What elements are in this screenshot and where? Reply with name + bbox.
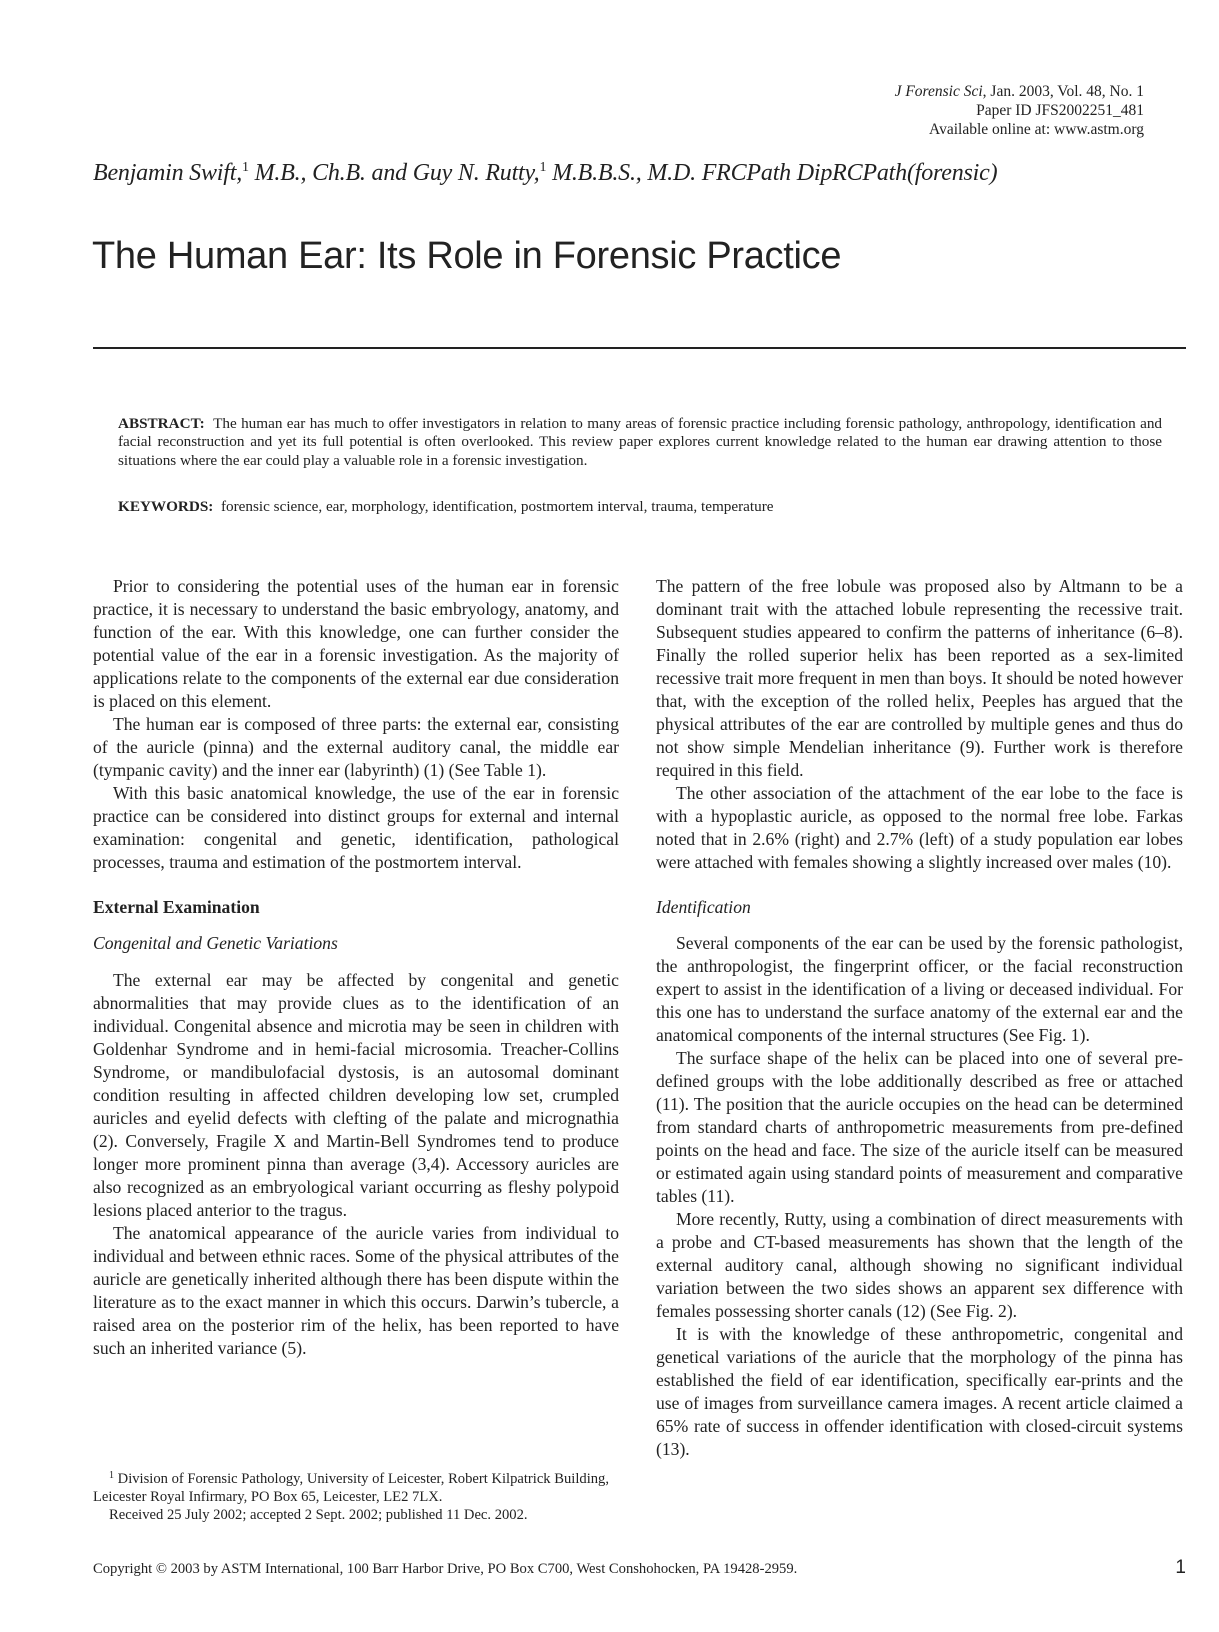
body-paragraph: The human ear is composed of three parts: the external ear, consisting of the auricle (pinna) and the external auditory canal, the middle ear (tympanic cavity) and the inner ear (labyrinth) (1) (See Table 1). [93, 714, 619, 780]
availability-note: Available online at: www.astm.org [929, 121, 1144, 138]
page-number: 1 [1175, 1557, 1186, 1578]
abstract-label: ABSTRACT: [118, 415, 205, 432]
copyright-notice: Copyright © 2003 by ASTM International, 100 Barr Harbor Drive, PO Box C700, West Conshohocken, PA 19428-2959. [93, 1561, 798, 1577]
keywords [118, 498, 1162, 516]
journal-issue: , Jan. 2003, Vol. 48, No. 1 [982, 83, 1144, 100]
author-credentials: M.B.B.S., M.D. FRCPath DipRCPath(forensic) [546, 160, 998, 186]
journal-citation [895, 82, 1144, 101]
journal-header [895, 82, 1144, 139]
affiliation-mark: 1 [539, 160, 547, 175]
author-name: Guy N. Rutty, [412, 160, 540, 186]
affiliation-footnote [93, 1470, 623, 1506]
abstract [118, 415, 1162, 470]
body-paragraph: With this basic anatomical knowledge, the use of the ear in forensic practice can be considered into distinct groups for external and internal examination: congenital and genetic, identification, pathological processes, trauma and estimation of the postmortem interval. [93, 783, 619, 872]
body-paragraph: The surface shape of the helix can be placed into one of several pre-defined groups with the lobe additionally described as free or attached (11). The position that the auricle occupies on the head can be determined from standard charts of anthropometric measurements from pre-defined points on the head and face. The size of the auricle itself can be measured or estimated again using standard points of measurement and comparative tables (11). [656, 1048, 1183, 1206]
body-paragraph: It is with the knowledge of these anthropometric, congenital and genetical variations of the auricle that the morphology of the pinna has established the field of ear identification, specifically ear-prints and the use of images from surveillance camera images. A recent article claimed a 65% rate of success in offender identification with closed-circuit systems (13). [656, 1324, 1183, 1459]
footnote-mark: 1 [109, 1470, 114, 1481]
paper-title: The Human Ear: Its Role in Forensic Practice [92, 235, 842, 277]
paper-id: Paper ID JFS2002251_481 [976, 102, 1144, 119]
abstract-text: The human ear has much to offer investigators in relation to many areas of forensic practice including forensic pathology, anthropology, identification and facial reconstruction and yet its full potential is often overlooked. This review paper explores current knowledge related to the human ear drawing attention to those situations where the ear could play a valuable role in a forensic investigation. [118, 415, 1163, 469]
author-name: Benjamin Swift, [93, 160, 242, 186]
author-line [93, 160, 997, 187]
title-divider [93, 347, 1186, 349]
keywords-text: forensic science, ear, morphology, identification, postmortem interval, trauma, temperature [220, 498, 774, 515]
right-column [656, 575, 1183, 1461]
body-paragraph: The pattern of the free lobule was proposed also by Altmann to be a dominant trait with the attached lobule representing the recessive trait. Subsequent studies appeared to confirm the patterns of inheritance (6–8). Finally the rolled superior helix has been reported as a sex-limited recessive trait more frequent in men than boys. It should be noted however that, with the exception of the rolled helix, Peeples has argued that the physical attributes of the ear are controlled by multiple genes and thus do not show simple Mendelian inheritance (9). Further work is therefore required in this field. [656, 576, 1183, 780]
left-column [93, 575, 619, 1360]
section-heading: External Examination [93, 897, 260, 917]
affiliation-mark: 1 [242, 160, 249, 175]
body-paragraph: The other association of the attachment of the ear lobe to the face is with a hypoplastic auricle, as opposed to the normal free lobe. Farkas noted that in 2.6% (right) and 2.7% (left) of a study population ear lobes were attached with females showing a slightly increased over males (10). [656, 783, 1183, 872]
subsection-heading: Identification [656, 897, 751, 917]
keywords-label: KEYWORDS: [118, 498, 214, 515]
body-paragraph: More recently, Rutty, using a combination of direct measurements with a probe and CT-based measurements has shown that the length of the external auditory canal, although showing no significant individual variation between the two sides shows an apparent sex difference with females possessing shorter canals (12) (See Fig. 2). [656, 1209, 1183, 1321]
body-paragraph: The external ear may be affected by congenital and genetic abnormalities that may provide clues as to the identification of an individual. Congenital absence and microtia may be seen in children with Goldenhar Syndrome and in hemi-facial microsomia. Treacher-Collins Syndrome, or mandibulofacial dystosis, is an autosomal dominant condition resulting in affected children developing low set, crumpled auricles and eyelid defects with clefting of the palate and micrognathia (2). Conversely, Fragile X and Martin-Bell Syndromes tend to produce longer more prominent pinna than average (3,4). Accessory auricles are also recognized as an embryological variant occurring as fleshy polypoid lesions placed anterior to the tragus. [93, 970, 619, 1220]
body-paragraph: The anatomical appearance of the auricle varies from individual to individual and between ethnic races. Some of the physical attributes of the auricle are genetically inherited although there has been dispute within the literature as to the exact manner in which this occurs. Darwin’s tubercle, a raised area on the posterior rim of the helix, has been reported to have such an inherited variance (5). [93, 1223, 619, 1358]
affiliation-text: Division of Forensic Pathology, University of Leicester, Robert Kilpatrick Building, Leicester Royal Infirmary, PO Box 65, Leicester, LE2 7LX. [93, 1471, 609, 1505]
journal-name: J Forensic Sci [894, 83, 983, 100]
subsection-heading: Congenital and Genetic Variations [93, 933, 338, 953]
author-credentials: M.B., Ch.B. and [248, 160, 413, 186]
body-paragraph: Prior to considering the potential uses of the human ear in forensic practice, it is necessary to understand the basic embryology, anatomy, and function of the ear. With this knowledge, one can further consider the potential value of the ear in a forensic investigation. As the majority of applications relate to the components of the external ear due consideration is placed on this element. [93, 576, 619, 711]
footnotes [93, 1470, 623, 1524]
received-dates: Received 25 July 2002; accepted 2 Sept. 2002; published 11 Dec. 2002. [109, 1507, 528, 1523]
body-paragraph: Several components of the ear can be used by the forensic pathologist, the anthropologist, the fingerprint officer, or the facial reconstruction expert to assist in the identification of a living or deceased individual. For this one has to understand the surface anatomy of the external ear and the anatomical components of the internal structures (See Fig. 1). [656, 933, 1183, 1045]
